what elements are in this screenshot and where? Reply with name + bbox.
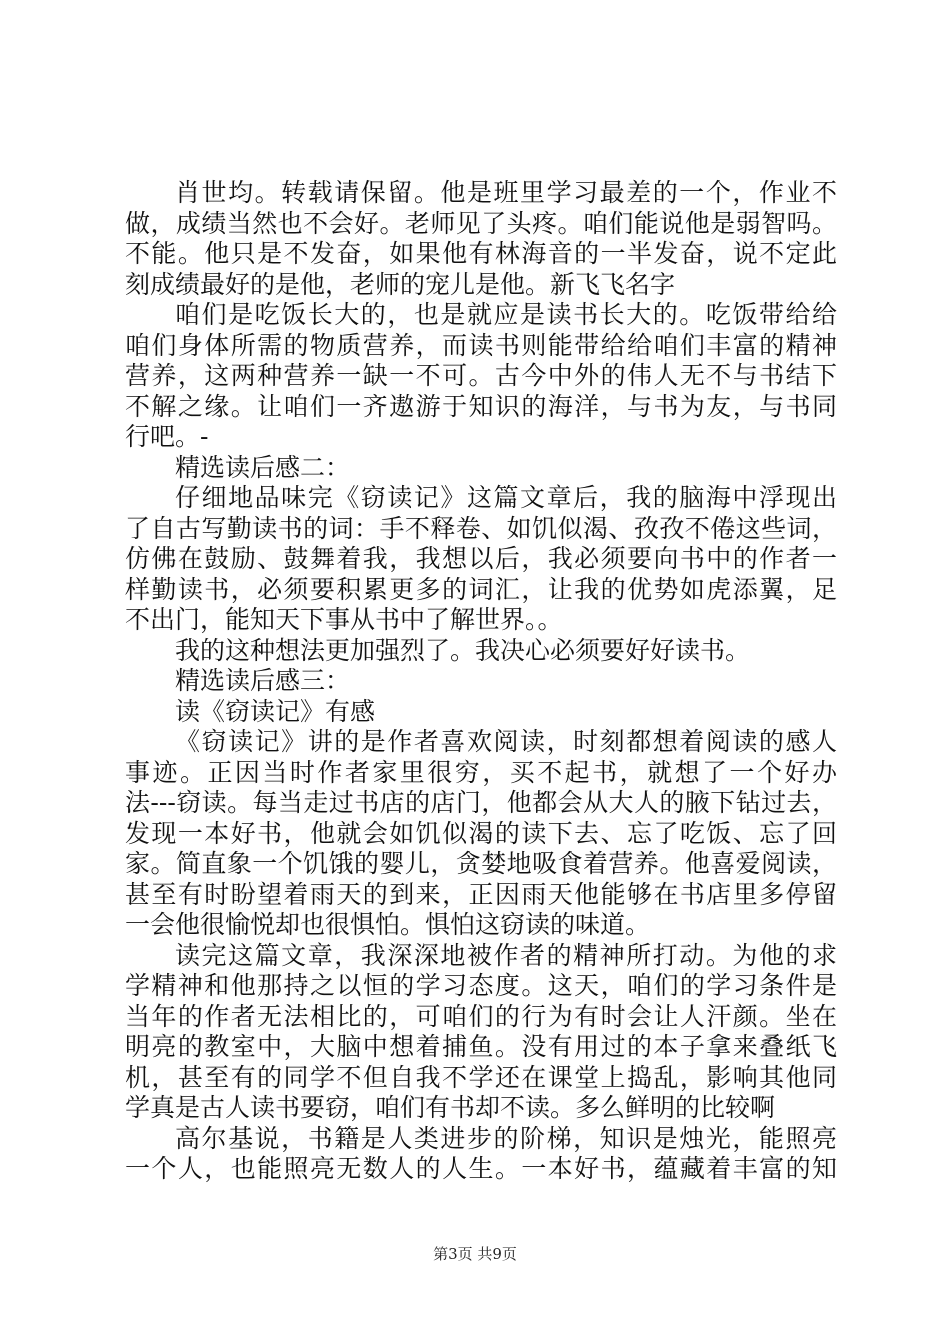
- text-line: 《窃读记》讲的是作者喜欢阅读，时刻都想着阅读的感人: [175, 727, 837, 756]
- text-line: 法---窃读。每当走过书店的店门，他都会从大人的腋下钻过去，: [125, 788, 837, 817]
- text-line: 营养，这两种营养一缺一不可。古今中外的伟人无不与书结下: [125, 361, 837, 390]
- text-line: 一个人，也能照亮无数人的人生。一本好书，蕴藏着丰富的知: [125, 1154, 837, 1183]
- text-line: 事迹。正因当时作者家里很穷，买不起书，就想了一个好办: [125, 757, 837, 787]
- text-line: 样勤读书，必须要积累更多的词汇，让我的优势如虎添翼，足: [125, 574, 837, 604]
- text-line: 发现一本好书，他就会如饥似渴的读下去、忘了吃饭、忘了回: [125, 818, 837, 848]
- text-line: 甚至有时盼望着雨天的到来，正因雨天他能够在书店里多停留: [125, 879, 837, 909]
- text-line: 肖世均。转载请保留。他是班里学习最差的一个，作业不: [175, 178, 837, 207]
- body-text: [125, 178, 837, 1185]
- text-line: 家。简直象一个饥饿的婴儿，贪婪地吸食着营养。他喜爱阅读，: [125, 849, 837, 878]
- text-line: 了自古写勤读书的词：手不释卷、如饥似渴、孜孜不倦这些词，: [125, 513, 837, 543]
- text-line: 读完这篇文章，我深深地被作者的精神所打动。为他的求: [175, 940, 837, 970]
- text-line: 一会他很愉悦却也很惧怕。惧怕这窃读的味道。: [125, 910, 651, 939]
- text-line: 不解之缘。让咱们一齐遨游于知识的海洋，与书为友，与书同: [125, 391, 837, 421]
- text-line: 当年的作者无法相比的，可咱们的行为有时会让人汗颜。坐在: [125, 1001, 837, 1031]
- text-line: 学真是古人读书要窃，咱们有书却不读。多么鲜明的比较啊: [125, 1093, 776, 1122]
- text-line: 不出门，能知天下事从书中了解世界。。: [125, 605, 563, 634]
- text-line: 仔细地品味完《窃读记》这篇文章后，我的脑海中浮现出: [175, 483, 837, 512]
- text-line: 行吧。-: [125, 422, 209, 451]
- text-line: 做，成绩当然也不会好。老师见了头疼。咱们能说他是弱智吗。: [125, 208, 837, 238]
- text-line: 读《窃读记》有感: [175, 696, 376, 726]
- text-line: 学精神和他那持之以恒的学习态度。这天，咱们的学习条件是: [125, 971, 837, 1000]
- text-line: 精选读后感三：: [175, 666, 351, 695]
- text-line: 不能。他只是不发奋，如果他有林海音的一半发奋，说不定此: [125, 239, 837, 268]
- text-line: 精选读后感二：: [175, 452, 351, 482]
- text-line: 我的这种想法更加强烈了。我决心必须要好好读书。: [175, 635, 751, 665]
- text-line: 咱们身体所需的物质营养，而读书则能带给给咱们丰富的精神: [125, 330, 837, 360]
- text-line: 仿佛在鼓励、鼓舞着我，我想以后，我必须要向书中的作者一: [125, 544, 837, 573]
- text-line: 刻成绩最好的是他，老师的宠儿是他。新飞飞名字: [125, 269, 676, 299]
- page-number: 第3页 共9页: [433, 1245, 517, 1263]
- text-line: 明亮的教室中，大脑中想着捕鱼。没有用过的本子拿来叠纸飞: [125, 1032, 837, 1061]
- page-footer: [0, 1244, 950, 1264]
- text-line: 机，甚至有的同学不但自我不学还在课堂上捣乱，影响其他同: [125, 1062, 837, 1092]
- text-line: 咱们是吃饭长大的，也是就应是读书长大的。吃饭带给给: [175, 300, 837, 329]
- text-line: 高尔基说，书籍是人类进步的阶梯，知识是烛光，能照亮: [175, 1123, 837, 1153]
